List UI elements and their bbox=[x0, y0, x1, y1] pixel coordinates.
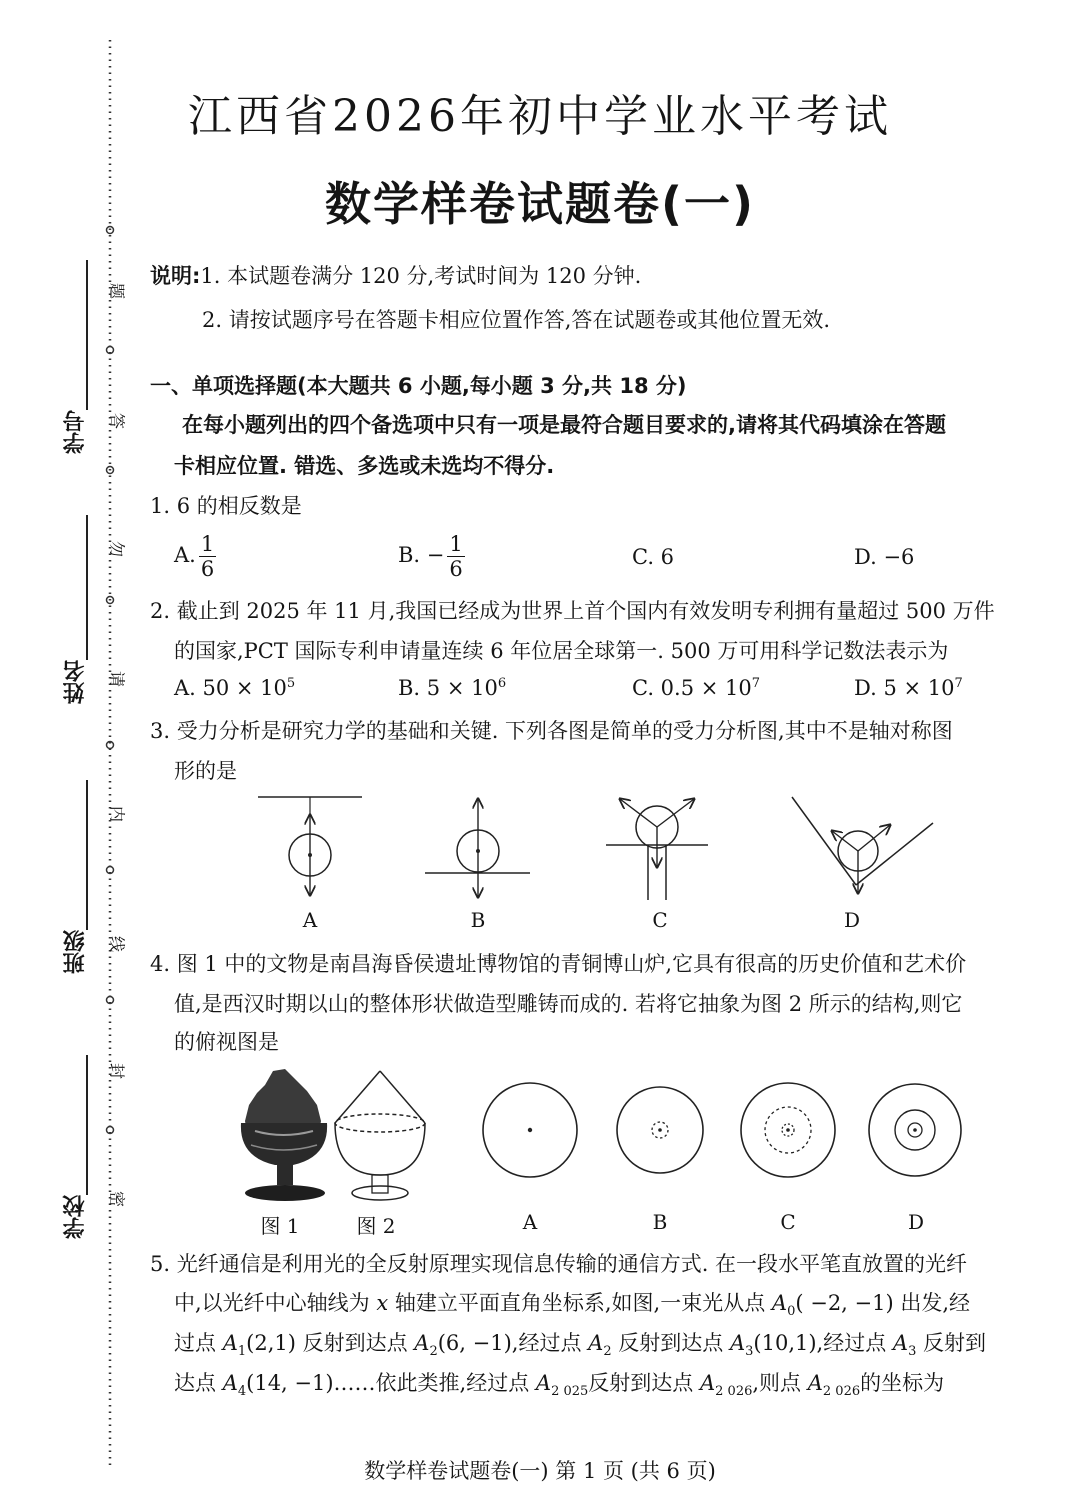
q1-option-a[interactable] bbox=[174, 532, 216, 581]
q2-d-exp: 7 bbox=[954, 676, 963, 691]
q5-l2-b: 轴建立平面直角坐标系,如图,一束光从点 bbox=[388, 1291, 772, 1315]
q3-diagram-a[interactable] bbox=[258, 797, 362, 895]
instruction-2: 2. 请按试题序号在答题卡相应位置作答,答在试题卷或其他位置无效. bbox=[202, 308, 831, 332]
q5-l4-a: 达点 bbox=[174, 1371, 223, 1395]
q5-l3-s5: 3 bbox=[908, 1344, 917, 1360]
q5-l4-s4: 2 026 bbox=[822, 1384, 861, 1400]
q2-option-d[interactable] bbox=[854, 676, 963, 700]
school-label: 学校 bbox=[63, 1195, 88, 1239]
q5-l2-pt: A bbox=[771, 1291, 788, 1315]
q4-label-c: C bbox=[780, 1210, 796, 1234]
instructions-label: 说明: bbox=[150, 264, 201, 288]
q5-l2-c: ( −2, −1) 出发,经 bbox=[795, 1291, 971, 1315]
q2-c-exp: 7 bbox=[751, 676, 761, 691]
q2-a-text: A. 50 × 10 bbox=[174, 676, 287, 700]
q1-a-label: A. bbox=[174, 543, 196, 567]
q2-option-b[interactable] bbox=[398, 676, 506, 700]
q5-l3-d: 反射到达点 bbox=[611, 1331, 730, 1355]
seal-char-4: 请 bbox=[109, 668, 126, 688]
q4-option-d-figure[interactable] bbox=[869, 1084, 961, 1176]
section1-desc-line2: 卡相应位置. 错选、多选或未选均不得分. bbox=[174, 454, 555, 478]
seal-char-7: 封 bbox=[109, 1060, 126, 1080]
q2-d-text: D. 5 × 10 bbox=[854, 676, 955, 700]
school-line[interactable] bbox=[86, 1055, 88, 1195]
instruction-1: 1. 本试题卷满分 120 分,考试时间为 120 分钟. bbox=[200, 264, 642, 288]
q5-l3-p5: A bbox=[892, 1331, 909, 1355]
q4-option-c-figure[interactable] bbox=[741, 1083, 835, 1177]
bronze-censer-image bbox=[241, 1069, 327, 1201]
q5-l3-p1: A bbox=[222, 1331, 238, 1355]
seal-char-5: 内 bbox=[109, 803, 126, 823]
q5-l3-e: (10,1),经过点 bbox=[753, 1331, 893, 1355]
q2-option-c[interactable] bbox=[632, 676, 760, 700]
q5-l2-x: x bbox=[376, 1291, 389, 1315]
page-footer: 数学样卷试题卷(一) 第 1 页 (共 6 页) bbox=[364, 1459, 716, 1483]
q4-option-a-figure[interactable] bbox=[483, 1083, 577, 1177]
q4-label-d: D bbox=[907, 1210, 925, 1234]
instructions-line1 bbox=[150, 262, 641, 290]
q5-l4-s3: 2 026 bbox=[715, 1384, 753, 1400]
q5-l4-e: 的坐标为 bbox=[860, 1371, 945, 1395]
q4-label-b: B bbox=[652, 1210, 668, 1234]
q4-figures bbox=[235, 1065, 975, 1205]
q5-line1: 5. 光纤通信是利用光的全反射原理实现信息传输的通信方式. 在一段水平笔直放置的光纤 bbox=[150, 1252, 968, 1276]
q5-l3-p2: A bbox=[414, 1331, 430, 1355]
q3-line2: 形的是 bbox=[174, 759, 237, 783]
class-label: 班级 bbox=[63, 930, 88, 974]
seal-char-1: 题 bbox=[109, 280, 126, 300]
student-id-label: 学号 bbox=[63, 410, 88, 454]
q2-option-a[interactable] bbox=[174, 676, 295, 700]
q5-l4-b: (14, −1)……依此类推,经过点 bbox=[246, 1371, 536, 1395]
q3-diagram-c[interactable] bbox=[606, 799, 708, 900]
q1-b-numerator: 1 bbox=[449, 532, 463, 556]
q1-b-denominator: 6 bbox=[449, 557, 463, 581]
q1-option-b[interactable] bbox=[398, 532, 465, 581]
q5-l3-s1: 1 bbox=[237, 1344, 247, 1360]
q4-label-a: A bbox=[522, 1210, 538, 1234]
q5-line2 bbox=[174, 1289, 970, 1326]
q5-l3-s3: 2 bbox=[603, 1344, 612, 1360]
q3-label-c: C bbox=[652, 908, 668, 932]
exam-title: 江西省2026年初中学业水平考试 bbox=[188, 91, 892, 142]
q4-line2: 值,是西汉时期以山的整体形状做造型雕铸而成的. 若将它抽象为图 2 所示的结构,则它 bbox=[174, 992, 963, 1016]
q2-b-exp: 6 bbox=[497, 676, 507, 691]
q4-fig1-label: 图 1 bbox=[260, 1214, 300, 1238]
q5-line3 bbox=[174, 1329, 986, 1366]
q5-l3-a: 过点 bbox=[174, 1331, 223, 1355]
paper-title: 数学样卷试题卷(一) bbox=[324, 177, 756, 231]
q3-label-a: A bbox=[302, 908, 318, 932]
q4-line1: 4. 图 1 中的文物是南昌海昏侯遗址博物馆的青铜博山炉,它具有很高的历史价值和艺术价 bbox=[150, 952, 967, 976]
q2-line1: 2. 截止到 2025 年 11 月,我国已经成为世界上首个国内有效发明专利拥有量超过 500 万件 bbox=[150, 599, 995, 623]
q5-l4-p2: A bbox=[535, 1371, 552, 1395]
class-line[interactable] bbox=[86, 780, 88, 930]
q1-b-label: B. − bbox=[398, 543, 445, 567]
seal-char-2: 答 bbox=[109, 410, 126, 430]
q3-diagram-b[interactable] bbox=[425, 799, 530, 897]
name-label: 姓名 bbox=[63, 660, 88, 704]
q5-l3-c: (6, −1),经过点 bbox=[437, 1331, 589, 1355]
q3-label-b: B bbox=[470, 908, 486, 932]
seal-char-6: 线 bbox=[109, 933, 126, 953]
q4-line3: 的俯视图是 bbox=[174, 1030, 279, 1054]
q5-l4-s1: 4 bbox=[237, 1384, 247, 1400]
seal-char-8: 密 bbox=[109, 1188, 126, 1208]
q5-l3-s4: 3 bbox=[745, 1344, 754, 1360]
q2-a-exp: 5 bbox=[286, 676, 296, 691]
q5-l4-d: ,则点 bbox=[752, 1371, 808, 1395]
section1-desc-line1: 在每小题列出的四个备选项中只有一项是最符合题目要求的,请将其代码填涂在答题 bbox=[182, 413, 946, 437]
q5-l2-sub: 0 bbox=[787, 1304, 796, 1320]
q1-option-c[interactable]: C. 6 bbox=[632, 545, 675, 569]
abstract-structure-figure bbox=[335, 1071, 425, 1200]
q4-option-b-figure[interactable] bbox=[617, 1087, 703, 1173]
q3-label-d: D bbox=[843, 908, 861, 932]
q5-l4-p4: A bbox=[807, 1371, 823, 1395]
q5-l2-a: 中,以光纤中心轴线为 bbox=[174, 1291, 377, 1315]
q5-l3-s2: 2 bbox=[429, 1344, 438, 1360]
q5-l4-p3: A bbox=[699, 1371, 716, 1395]
section1-heading: 一、单项选择题(本大题共 6 小题,每小题 3 分,共 18 分) bbox=[150, 374, 687, 398]
q2-b-text: B. 5 × 10 bbox=[398, 676, 498, 700]
q2-c-text: C. 0.5 × 10 bbox=[632, 676, 752, 700]
q5-l4-p1: A bbox=[222, 1371, 238, 1395]
name-line[interactable] bbox=[86, 515, 88, 660]
q1-option-d[interactable]: D. −6 bbox=[854, 545, 915, 569]
q5-l3-p4: A bbox=[729, 1331, 746, 1355]
q5-l4-c: 反射到达点 bbox=[588, 1371, 700, 1395]
q1-stem: 1. 6 的相反数是 bbox=[150, 494, 302, 518]
q5-line4 bbox=[174, 1369, 944, 1406]
q3-line1: 3. 受力分析是研究力学的基础和关键. 下列各图是简单的受力分析图,其中不是轴对称图 bbox=[150, 719, 953, 743]
q4-fig2-label: 图 2 bbox=[356, 1214, 396, 1238]
q5-l3-f: 反射到 bbox=[916, 1331, 987, 1355]
seal-char-3: 勿 bbox=[109, 538, 126, 558]
q2-line2: 的国家,PCT 国际专利申请量连续 6 年位居全球第一. 500 万可用科学记数法表示为 bbox=[174, 639, 949, 663]
q3-diagram-d[interactable] bbox=[792, 797, 933, 893]
q5-l3-p3: A bbox=[588, 1331, 604, 1355]
student-id-line[interactable] bbox=[86, 260, 88, 410]
q1-a-numerator: 1 bbox=[200, 532, 215, 556]
q5-l3-b: (2,1) 反射到达点 bbox=[246, 1331, 415, 1355]
q1-a-denominator: 6 bbox=[200, 557, 215, 581]
q5-l4-s2: 2 025 bbox=[551, 1384, 589, 1400]
